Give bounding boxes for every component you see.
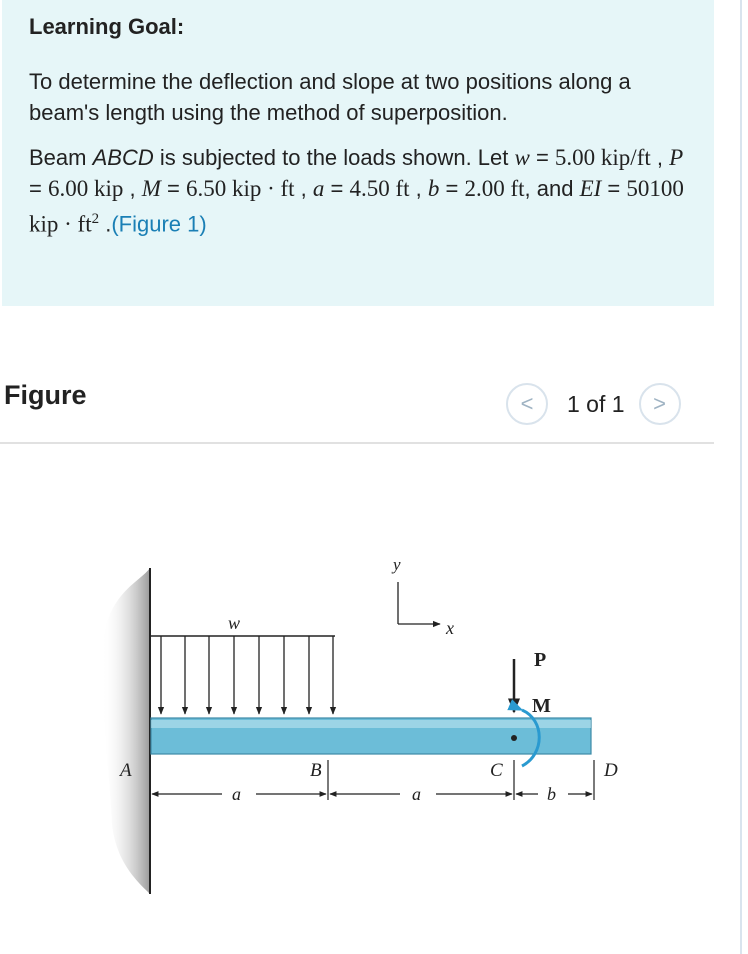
prev-figure-button[interactable] (506, 383, 548, 425)
P-label: P (534, 649, 547, 671)
EI-symbol: EI (579, 176, 602, 201)
M-symbol: M (141, 176, 161, 201)
figure-heading: Figure (4, 380, 87, 410)
x-label: x (446, 618, 454, 638)
C-label: C (490, 760, 503, 781)
w-value: 5.00 kip/ft (554, 145, 651, 170)
EI-exponent: 2 (91, 211, 100, 227)
chevron-right-icon: > (653, 391, 666, 416)
beam-name: ABCD (92, 145, 154, 170)
M-value: 6.50 kip · ft (185, 176, 295, 201)
learning-goal-description: To determine the deflection and slope at two positions along a beam's length using the method of superposition. (29, 69, 631, 125)
b-value: 2.00 ft (464, 176, 525, 201)
chevron-left-icon: < (520, 391, 534, 416)
next-figure-button[interactable] (639, 383, 681, 425)
w-symbol: w (514, 145, 530, 170)
intro-text: Beam (29, 145, 93, 170)
beam-highlight (151, 720, 591, 728)
figure-pager (506, 383, 681, 425)
and-text: , and (524, 176, 580, 201)
b-symbol: b (427, 176, 440, 201)
page-counter: 1 of 1 (567, 390, 625, 417)
EI-value: 50100 kip · ft (29, 176, 684, 237)
w-label: w (228, 613, 241, 633)
learning-goal-title: Learning Goal: (29, 14, 185, 39)
learning-goal-panel (2, 0, 714, 306)
beam-diagram (0, 444, 714, 954)
dim-b-label: b (547, 784, 556, 804)
dim-a2-label: a (412, 784, 421, 804)
a-symbol: a (312, 176, 325, 201)
D-label: D (604, 760, 618, 781)
a-value: 4.50 ft (349, 176, 410, 201)
intro-tail: is subjected to the loads shown. Let (153, 145, 515, 170)
dim-a1-label: a (232, 784, 241, 804)
M-label: M (532, 695, 551, 717)
P-symbol: P (669, 145, 684, 170)
right-border (740, 0, 742, 954)
distributed-load-arrows (161, 636, 333, 714)
B-label: B (310, 760, 322, 781)
figure-link[interactable]: (Figure 1) (111, 211, 207, 237)
wall-support (102, 568, 150, 894)
A-label: A (120, 760, 132, 781)
problem-statement: Beam ABCD is subjected to the loads shown. Let w = 5.00 kip/ft , P = 6.00 kip , M = 6.50 kip · ft , a = 4.50 ft , b = 2.00 ft, and EI = 50100 kip · $ft^2$ .(Figure 1) (29, 145, 684, 237)
P-value: 6.00 kip (47, 176, 124, 201)
point-C-dot (511, 735, 517, 741)
y-label: y (393, 555, 401, 574)
